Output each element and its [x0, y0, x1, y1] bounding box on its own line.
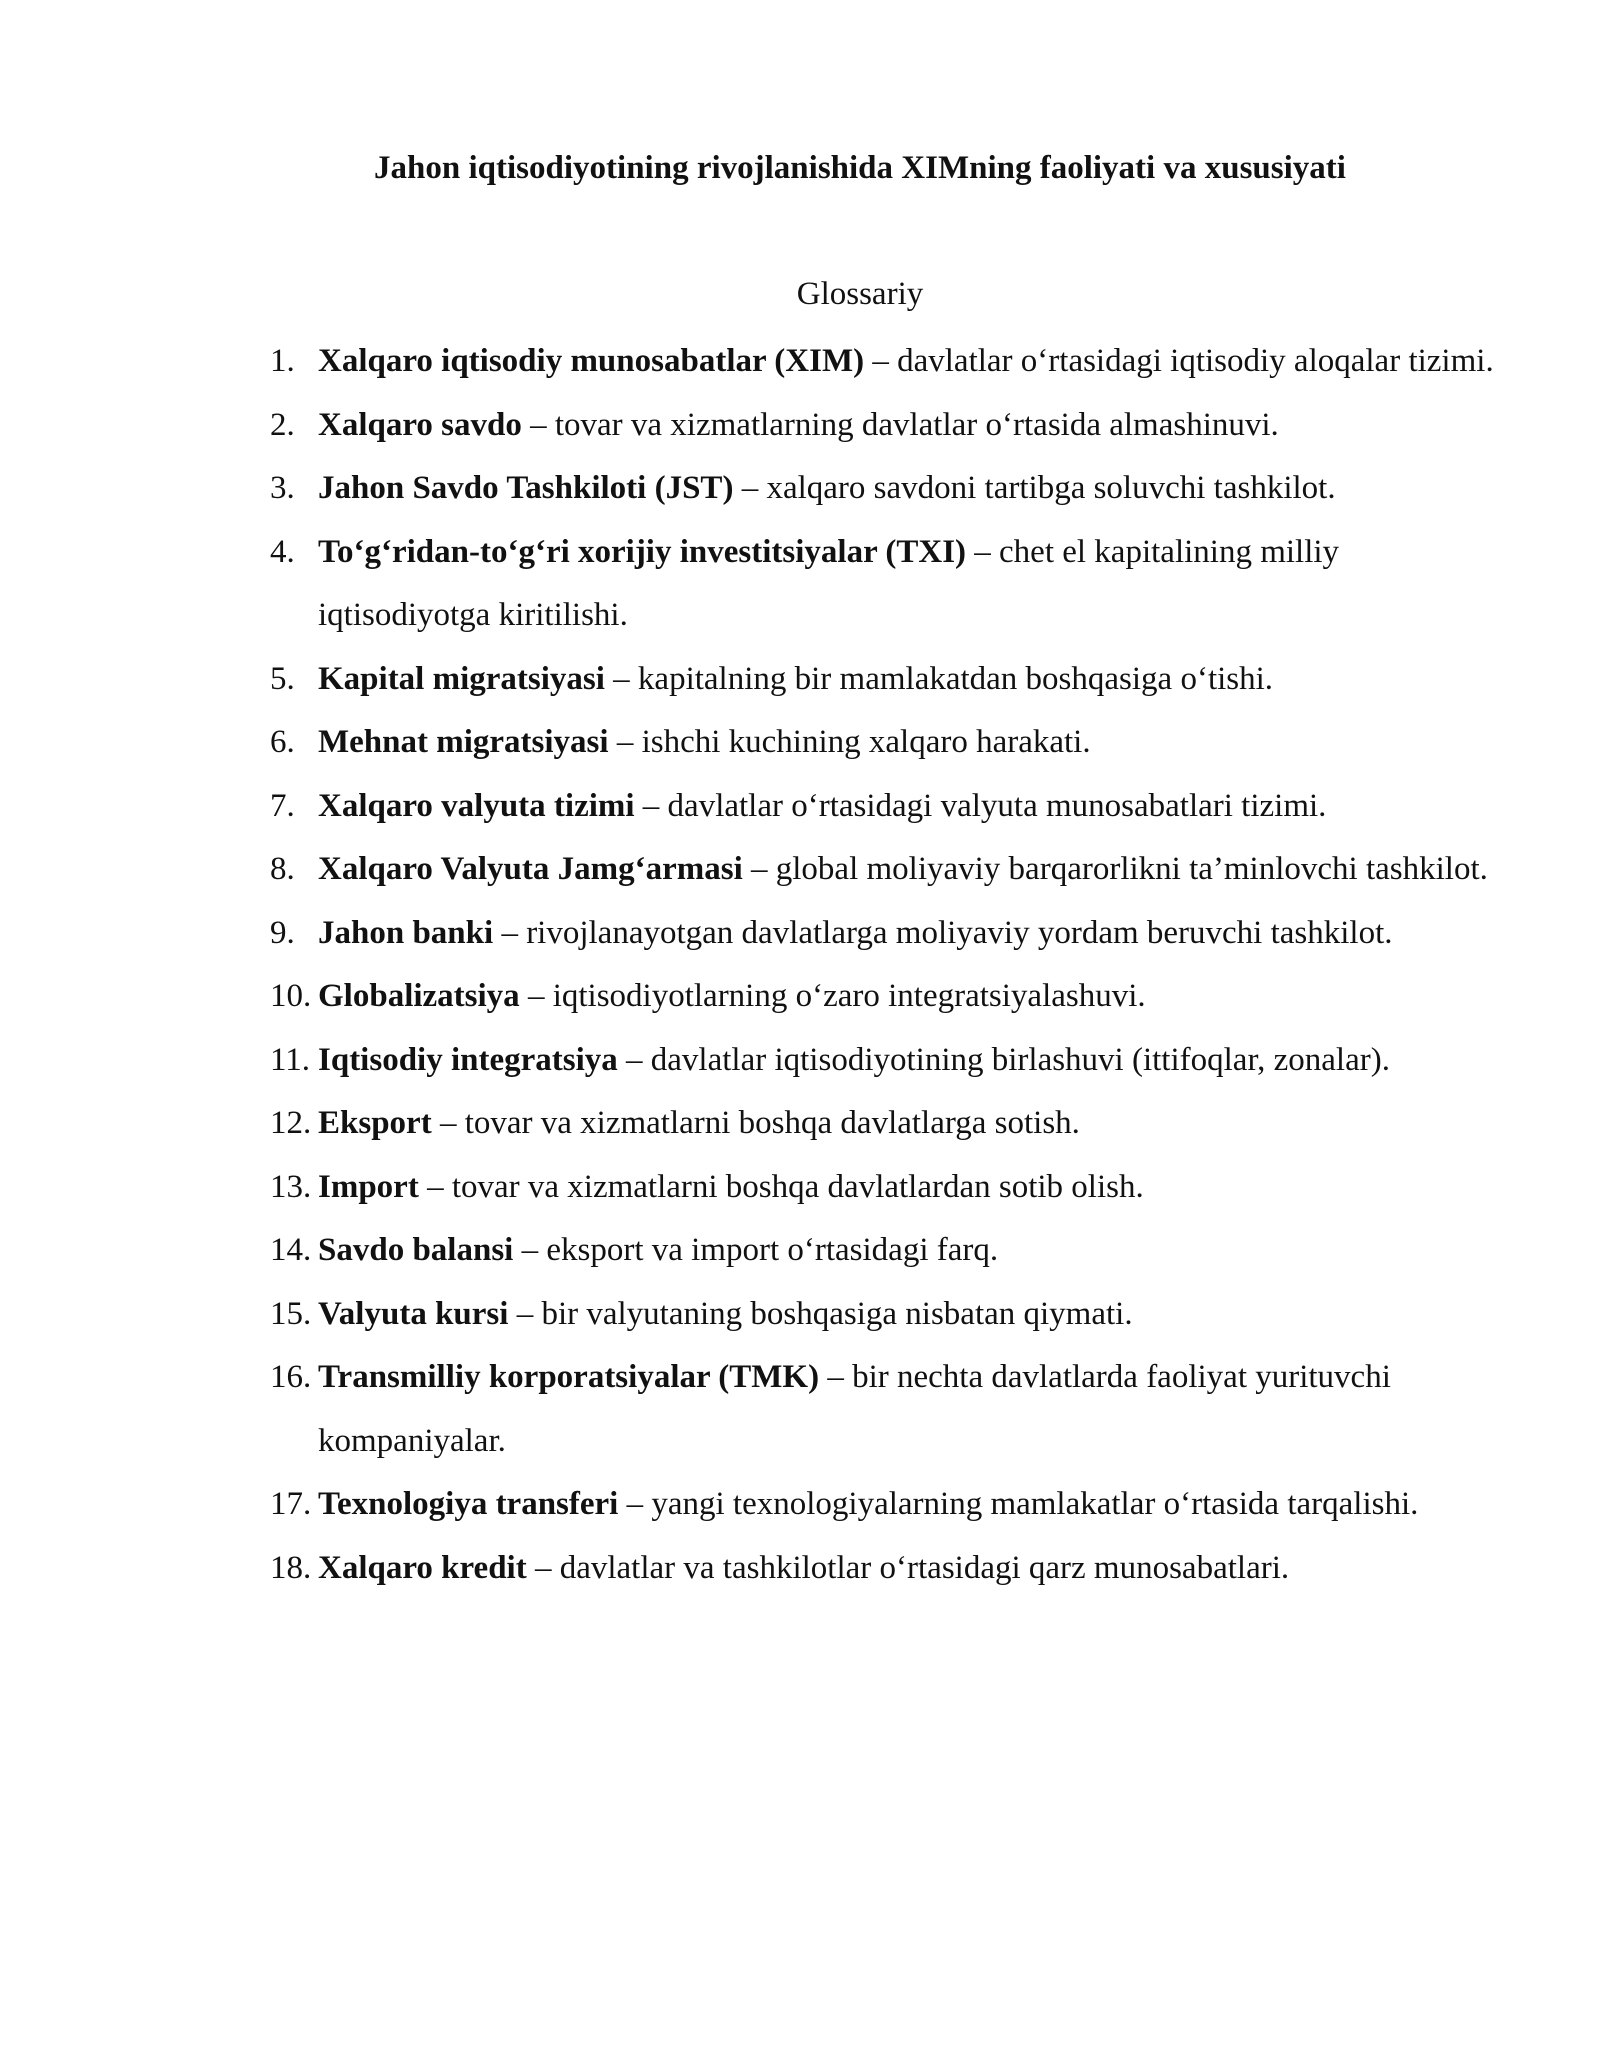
glossary-entry	[0, 1283, 1498, 1347]
entry-term: Texnologiya transferi	[318, 1486, 619, 1522]
entry-number: 13.	[270, 1168, 312, 1205]
entry-definition: – ishchi kuchining xalqaro harakati.	[608, 724, 1091, 760]
document-title: Jahon iqtisodiyotining rivojlanishida XIMning faoliyati va xususiyati	[374, 150, 1346, 186]
glossary-entry	[0, 394, 1498, 458]
entry-number: 8.	[270, 851, 295, 887]
entry-term: Savdo balansi	[318, 1232, 514, 1268]
entry-term: Valyuta kursi	[318, 1295, 509, 1332]
entry-number: 1.	[270, 343, 295, 379]
glossary-entry	[0, 1473, 1498, 1537]
entry-term: Eksport	[318, 1105, 432, 1141]
entry-term: Xalqaro savdo	[318, 406, 522, 443]
entry-definition: – chet el kapitalining milliy iqtisodiyotga kiritilishi.	[318, 533, 1340, 633]
glossary-entry	[0, 1346, 1498, 1473]
glossary-entry	[0, 330, 1498, 394]
entry-number: 11.	[270, 1041, 311, 1078]
entry-definition: – davlatlar va tashkilotlar o‘rtasidagi qarz munosabatlari.	[526, 1549, 1290, 1586]
glossary-entry	[0, 648, 1498, 712]
entry-definition: – tovar va xizmatlarning davlatlar o‘rtasida almashinuvi.	[521, 406, 1279, 443]
entry-term: Xalqaro iqtisodiy munosabatlar (XIM)	[318, 343, 865, 379]
entry-term: Xalqaro Valyuta Jamg‘armasi	[318, 851, 743, 887]
entry-definition: – bir valyutaning boshqasiga nisbatan qiymati.	[508, 1295, 1133, 1332]
entry-definition: – davlatlar o‘rtasidagi iqtisodiy aloqalar tizimi.	[864, 343, 1494, 379]
entry-definition: – tovar va xizmatlarni boshqa davlatlarga sotish.	[431, 1105, 1080, 1141]
entry-number: 7.	[270, 787, 295, 824]
entry-term: Import	[318, 1168, 419, 1205]
document-subtitle: Glossariy	[796, 276, 924, 312]
glossary-list	[0, 330, 1600, 1600]
entry-number: 14.	[270, 1232, 312, 1268]
glossary-entry	[0, 838, 1498, 902]
entry-number: 17.	[270, 1486, 312, 1522]
entry-definition: – yangi texnologiyalarning mamlakatlar o‘rtasida tarqalishi.	[618, 1486, 1419, 1522]
entry-term: To‘g‘ridan-to‘g‘ri xorijiy investitsiyalar (TXI)	[318, 533, 967, 570]
glossary-entry	[0, 1029, 1498, 1093]
entry-definition: – eksport va import o‘rtasidagi farq.	[513, 1232, 999, 1268]
entry-term: Mehnat migratsiyasi	[318, 724, 609, 760]
entry-number: 16.	[270, 1359, 312, 1395]
glossary-entry	[0, 902, 1498, 966]
entry-definition: – davlatlar iqtisodiyotining birlashuvi (ittifoqlar, zonalar).	[617, 1041, 1390, 1078]
glossary-entry	[0, 1219, 1498, 1283]
entry-number: 10.	[270, 978, 312, 1014]
entry-term: Iqtisodiy integratsiya	[318, 1041, 618, 1078]
glossary-entry	[0, 965, 1498, 1029]
glossary-entry	[0, 775, 1498, 839]
glossary-entry	[0, 521, 1498, 648]
entry-number: 4.	[270, 533, 295, 570]
entry-definition: – bir nechta davlatlarda faoliyat yurituvchi kompaniyalar.	[318, 1359, 1391, 1459]
entry-definition: – tovar va xizmatlarni boshqa davlatlardan sotib olish.	[418, 1168, 1144, 1205]
entry-number: 5.	[270, 660, 295, 697]
entry-definition: – iqtisodiyotlarning o‘zaro integratsiyalashuvi.	[519, 978, 1146, 1014]
glossary-entry	[0, 1156, 1498, 1220]
entry-number: 6.	[270, 724, 295, 760]
entry-definition: – rivojlanayotgan davlatlarga moliyaviy yordam beruvchi tashkilot.	[493, 914, 1393, 951]
glossary-entry	[0, 711, 1498, 775]
entry-number: 3.	[270, 470, 295, 506]
entry-term: Globalizatsiya	[318, 978, 520, 1014]
entry-definition: – kapitalning bir mamlakatdan boshqasiga o‘tishi.	[604, 660, 1274, 697]
entry-definition: – global moliyaviy barqarorlikni ta’minlovchi tashkilot.	[742, 851, 1488, 887]
entry-term: Transmilliy korporatsiyalar (TMK)	[318, 1359, 820, 1395]
entry-number: 9.	[270, 914, 295, 951]
entry-term: Jahon banki	[318, 914, 494, 951]
entry-number: 18.	[270, 1549, 312, 1586]
entry-term: Xalqaro kredit	[318, 1549, 527, 1586]
entry-definition: – davlatlar o‘rtasidagi valyuta munosabatlari tizimi.	[634, 787, 1327, 824]
glossary-entry	[0, 1537, 1498, 1601]
entry-term: Jahon Savdo Tashkiloti (JST)	[318, 470, 734, 506]
entry-number: 12.	[270, 1105, 312, 1141]
glossary-entry	[0, 457, 1498, 521]
entry-definition: – xalqaro savdoni tartibga soluvchi tashkilot.	[733, 470, 1336, 506]
glossary-entry	[0, 1092, 1498, 1156]
entry-term: Kapital migratsiyasi	[318, 660, 605, 697]
entry-term: Xalqaro valyuta tizimi	[318, 787, 635, 824]
entry-number: 15.	[270, 1295, 312, 1332]
entry-number: 2.	[270, 406, 295, 443]
